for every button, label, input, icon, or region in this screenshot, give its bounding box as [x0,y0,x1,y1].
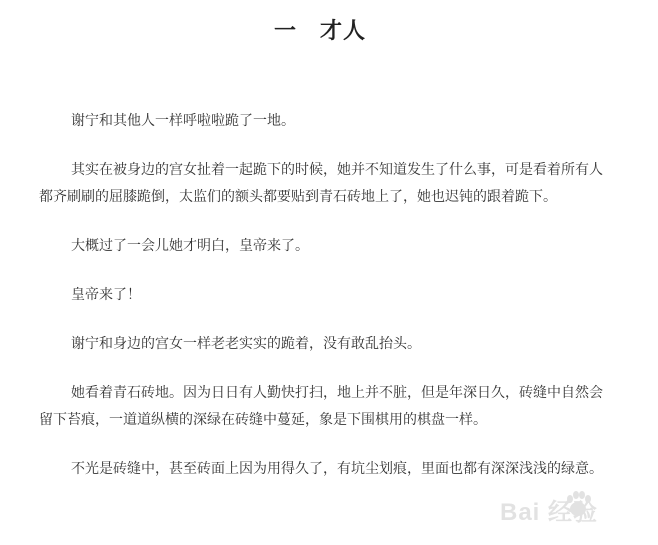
watermark-text: Bai 经验 [500,499,599,526]
paragraph: 谢宁和身边的宫女一样老老实实的跪着，没有敢乱抬头。 [71,336,421,352]
chapter-title: 一 才人 [273,19,366,44]
paragraph: 大概过了一会儿她才明白，皇帝来了。 [71,238,309,254]
chapter-body [39,108,609,505]
paragraph: 谢宁和其他人一样呼啦啦跪了一地。 [71,113,295,129]
paragraph: 不光是砖缝中，甚至砖面上因为用得久了，有坑尘划痕，里面也都有深深浅浅的绿意。 [71,461,603,477]
paragraph: 皇帝来了！ [71,287,141,303]
paragraph: 其实在被身边的宫女扯着一起跪下的时候，她并不知道发生了什么事，可是看着所有人都齐刷刷的屈膝跪倒，太监们的额头都要贴到青石砖地上了，她也迟钝的跟着跪下。 [39,162,603,205]
paragraph: 她看着青石砖地。因为日日有人勤快打扫，地上并不脏，但是年深日久，砖缝中自然会留下苔痕，一道道纵横的深绿在砖缝中蔓延，象是下围棋用的棋盘一样。 [39,385,603,428]
